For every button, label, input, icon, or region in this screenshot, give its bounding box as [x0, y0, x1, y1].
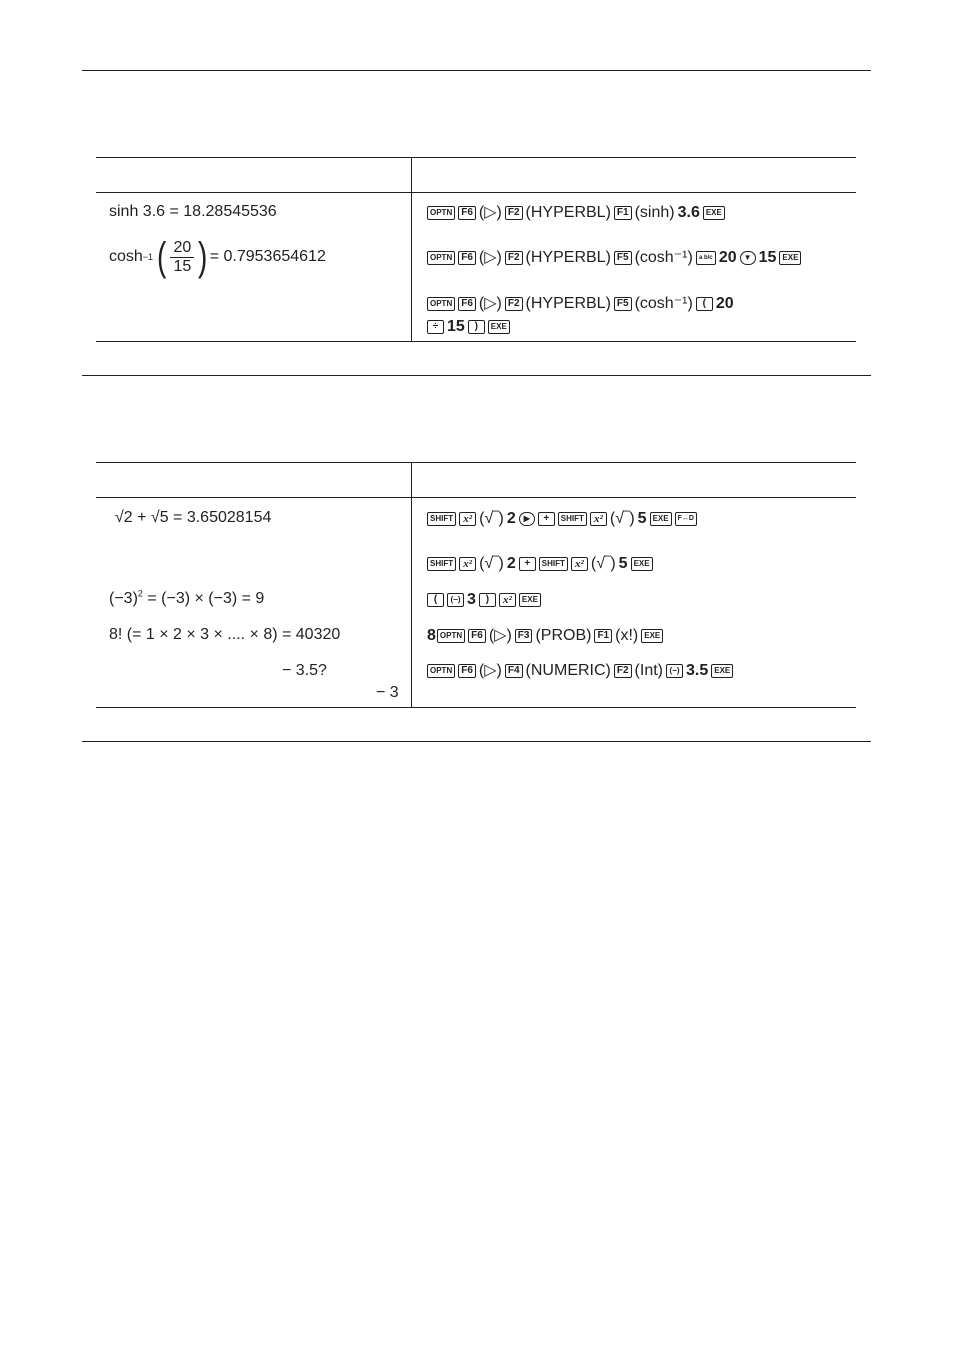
- section-rule: [82, 375, 871, 376]
- key-optn: OPTN: [427, 664, 455, 678]
- expression-sinh: sinh 3.6 = 18.28545536: [109, 203, 277, 220]
- key-f2: F2: [505, 206, 523, 220]
- key-exe: EXE: [631, 557, 653, 571]
- expr-rest: = (−3) × (−3) = 9: [142, 590, 265, 607]
- key-exe: EXE: [711, 664, 733, 678]
- keystrokes-integer-part: [427, 661, 736, 681]
- table-hyperbolic: [96, 157, 856, 343]
- keystrokes-sqrt-decimal: [427, 554, 656, 574]
- key-open-paren: (: [427, 593, 444, 607]
- expression-integer-part: − 3.5?: [282, 662, 327, 679]
- fraction: [170, 239, 194, 276]
- key-right-icon: ▶: [519, 512, 535, 526]
- table-column-divider: [411, 462, 412, 708]
- key-shift: SHIFT: [558, 512, 587, 526]
- menu-label: (Int): [634, 662, 663, 679]
- key-digits: 5: [618, 555, 628, 572]
- key-digits: 5: [637, 510, 647, 527]
- menu-label: (HYPERBL): [525, 295, 611, 312]
- table-header-border: [96, 192, 856, 193]
- key-exe: EXE: [641, 629, 663, 643]
- table-top-border: [96, 462, 856, 463]
- table-bottom-border: [96, 341, 856, 342]
- key-close-paren: ): [468, 320, 485, 334]
- key-square: x²: [459, 512, 476, 526]
- expr-prefix: cosh: [109, 248, 143, 265]
- keystrokes-cosh-inverse-2b: [427, 317, 513, 337]
- keystrokes-sinh: [427, 203, 728, 223]
- key-negative: (−): [447, 593, 464, 607]
- menu-label: (√‾): [590, 555, 616, 572]
- expr-base: (−3): [109, 590, 138, 607]
- menu-label: (PROB): [535, 627, 592, 644]
- key-f6: F6: [468, 629, 486, 643]
- key-square: x²: [499, 593, 516, 607]
- key-digits: 8: [427, 627, 436, 644]
- key-f6: F6: [458, 664, 476, 678]
- key-f3: F3: [515, 629, 533, 643]
- key-exe: EXE: [779, 251, 801, 265]
- key-fraction: a b/c: [696, 251, 716, 265]
- key-exe: EXE: [650, 512, 672, 526]
- expression-integer-result: − 3: [376, 684, 399, 701]
- fraction-numerator: 20: [173, 238, 192, 256]
- menu-label: (√‾): [479, 555, 504, 572]
- key-exe: EXE: [519, 593, 541, 607]
- key-shift: SHIFT: [427, 512, 456, 526]
- key-digits: 3.6: [677, 204, 700, 221]
- bottom-rule: [82, 741, 871, 742]
- menu-label: (▷): [478, 295, 502, 312]
- table-misc: [96, 462, 856, 710]
- key-optn: OPTN: [427, 297, 455, 311]
- key-f2: F2: [505, 251, 523, 265]
- key-f1: F1: [594, 629, 612, 643]
- key-f4: F4: [505, 664, 523, 678]
- key-digits: 2: [506, 555, 516, 572]
- key-f5: F5: [614, 297, 632, 311]
- key-shift: SHIFT: [539, 557, 568, 571]
- table-column-divider: [411, 157, 412, 342]
- key-square: x²: [571, 557, 588, 571]
- menu-label: (▷): [478, 249, 502, 266]
- menu-label: (▷): [488, 627, 512, 644]
- menu-label: (NUMERIC): [525, 662, 611, 679]
- menu-label: (▷): [478, 204, 502, 221]
- key-digits: 20: [715, 295, 734, 312]
- key-divide: ÷: [427, 320, 444, 334]
- fraction-denominator: 15: [173, 257, 192, 275]
- key-plus: +: [538, 512, 555, 526]
- key-exe: EXE: [488, 320, 510, 334]
- table-bottom-border: [96, 707, 856, 708]
- menu-label: (cosh⁻¹): [634, 249, 693, 266]
- key-open-paren: (: [696, 297, 713, 311]
- keystrokes-cosh-inverse-2: [427, 294, 737, 314]
- key-square: x²: [590, 512, 607, 526]
- key-f6: F6: [458, 206, 476, 220]
- key-digits: 3: [467, 591, 476, 608]
- key-f2: F2: [505, 297, 523, 311]
- key-f6: F6: [458, 297, 476, 311]
- key-close-paren: ): [479, 593, 496, 607]
- menu-label: (x!): [615, 627, 639, 644]
- expression-factorial: 8! (= 1 × 2 × 3 × .... × 8) = 40320: [109, 626, 341, 643]
- expression-cosh-inverse: cosh −1 ( $\frac{20}{15}$ ) = 0.7953654612: [109, 235, 326, 279]
- key-shift: SHIFT: [427, 557, 456, 571]
- key-f1: F1: [614, 206, 632, 220]
- expr-exponent: 2: [137, 588, 143, 599]
- key-f-d: F↔D: [675, 512, 697, 526]
- key-plus: +: [519, 557, 536, 571]
- menu-label: (cosh⁻¹): [634, 295, 693, 312]
- menu-label: (HYPERBL): [525, 204, 611, 221]
- key-negative: (−): [666, 664, 683, 678]
- menu-label: (√‾): [479, 510, 504, 527]
- expression-negative-square: [109, 589, 264, 609]
- left-paren: (: [157, 235, 167, 279]
- key-optn: OPTN: [427, 206, 455, 220]
- key-square: x²: [459, 557, 476, 571]
- keystrokes-cosh-inverse-1: [427, 248, 804, 268]
- right-paren: ): [198, 235, 208, 279]
- key-f2: F2: [614, 664, 632, 678]
- key-digits: 2: [506, 510, 516, 527]
- key-digits: 15: [447, 318, 465, 335]
- key-digits: 3.5: [686, 662, 709, 679]
- expression-sqrt-sum: √2 + √5 = 3.65028154: [115, 509, 272, 526]
- table-header-border: [96, 497, 856, 498]
- key-optn: OPTN: [427, 251, 455, 265]
- table-top-border: [96, 157, 856, 158]
- keystrokes-factorial: [427, 626, 666, 646]
- menu-label: (HYPERBL): [525, 249, 611, 266]
- menu-label: (▷): [478, 662, 502, 679]
- key-digits: 20: [718, 249, 737, 266]
- key-optn: OPTN: [437, 629, 465, 643]
- key-down-icon: ▼: [740, 251, 756, 265]
- keystrokes-negative-square: [427, 590, 544, 610]
- key-f6: F6: [458, 251, 476, 265]
- top-rule: [82, 70, 871, 71]
- key-f5: F5: [614, 251, 632, 265]
- menu-label: (sinh): [634, 204, 675, 221]
- menu-label: (√‾): [609, 510, 635, 527]
- key-digits: 15: [758, 249, 777, 266]
- key-exe: EXE: [703, 206, 725, 220]
- keystrokes-sqrt-fraction: [427, 509, 700, 529]
- expr-result: = 0.7953654612: [209, 248, 326, 265]
